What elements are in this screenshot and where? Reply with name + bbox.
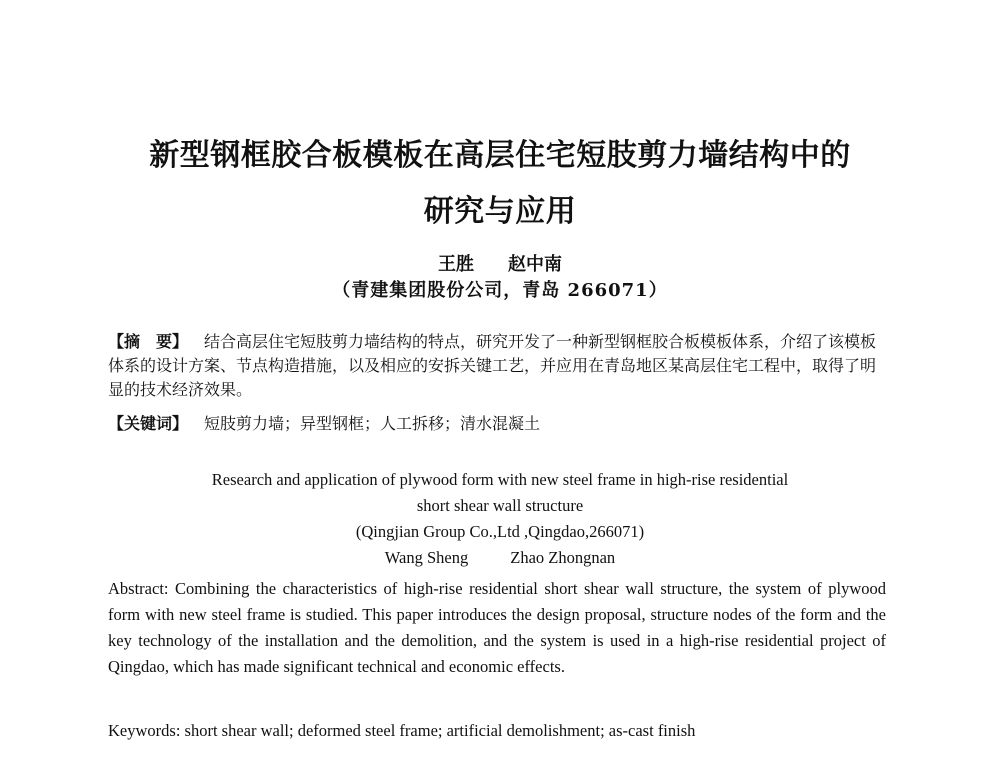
abstract-cn-text: 结合高层住宅短肢剪力墙结构的特点，研究开发了一种新型钢框胶合板模板体系，介绍了该模板体系的设计方案、节点构造措施，以及相应的安拆关键工艺，并应用在青岛地区某高层住宅工程中，取得了明显的技术经济效果。: [108, 332, 877, 399]
abstract-cn-label: 【摘 要】: [108, 332, 189, 351]
author-en-2: Zhao Zhongnan: [510, 548, 616, 567]
title-en-line1: Research and application of plywood form with new steel frame in high-rise residential: [211, 470, 789, 489]
keywords-en: Keywords: short shear wall; deformed steel frame; artificial demolishment; as-cast finish: [108, 721, 696, 740]
title-cn-line2: 研究与应用: [423, 194, 577, 229]
author-en-1: Wang Sheng: [384, 548, 469, 567]
title-en-line2: short shear wall structure: [416, 496, 584, 515]
authors-en: [0, 548, 1000, 568]
keywords-cn-text: 短肢剪力墙；异型钢框；人工拆移；清水混凝土: [204, 414, 541, 433]
keywords-cn-label: 【关键词】: [108, 414, 189, 433]
affiliation-en: (Qingjian Group Co.,Ltd ,Qingdao,266071): [355, 522, 645, 541]
abstract-cn: [108, 330, 888, 402]
title-cn-line1: 新型钢框胶合板模板在高层住宅短肢剪力墙结构中的: [149, 138, 851, 173]
authors-cn: [0, 250, 1000, 276]
keywords-cn: [108, 412, 888, 436]
author-cn-1: 王胜: [438, 254, 474, 275]
author-cn-2: 赵中南: [508, 254, 562, 275]
affiliation-cn: （青建集团股份公司，青岛 266071）: [332, 280, 668, 301]
abstract-en: Abstract: Combining the characteristics of high-rise residential short shear wall structure, the system of plywood form with new steel frame is studied. This paper introduces the design proposal, structure nodes of the form and the key technology of the installation and the demolition, and the system is used in a high-rise residential project of Qingdao, which has made significant technical and economic effects.: [108, 579, 886, 676]
